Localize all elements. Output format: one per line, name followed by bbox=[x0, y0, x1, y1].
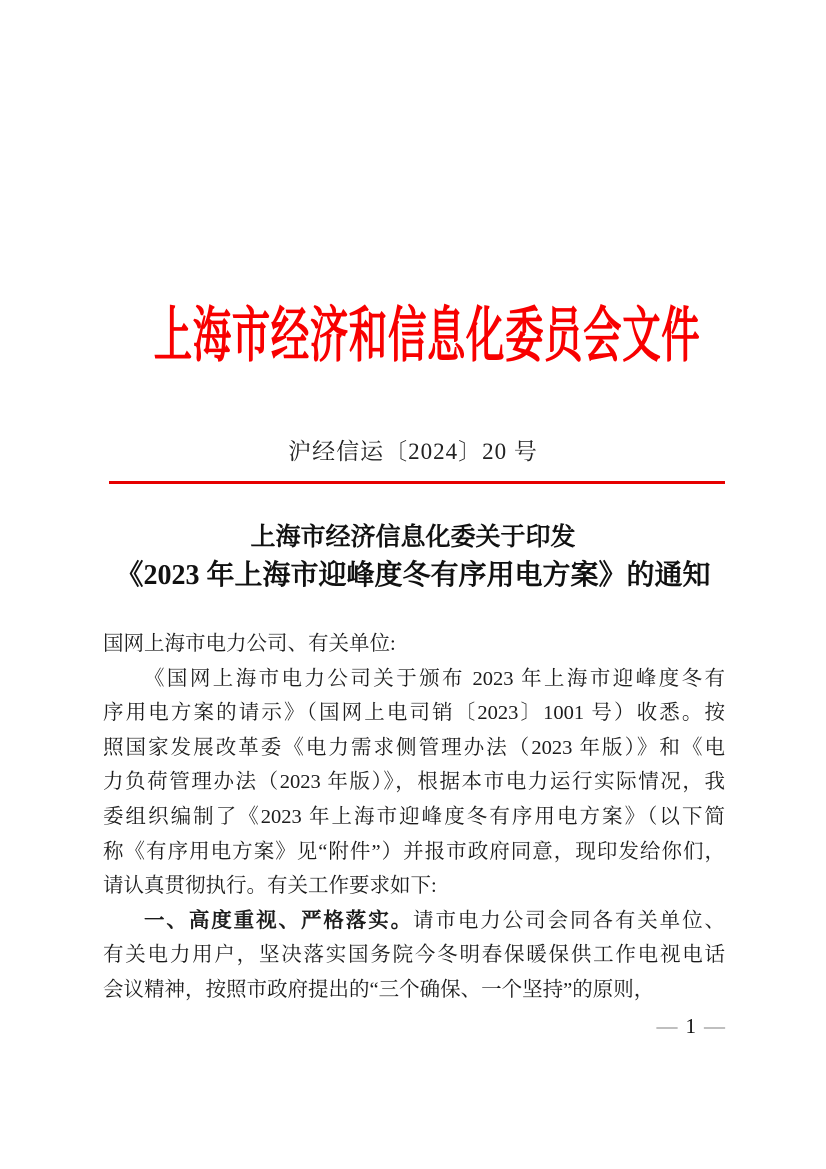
body-line bbox=[103, 869, 725, 904]
document-number: 沪经信运〔2024〕20 号 bbox=[288, 439, 538, 464]
body-text: 称《有序用电方案》见“附件”）并报市政府同意，现印发给你们， bbox=[103, 840, 725, 863]
body-line bbox=[103, 731, 725, 766]
page-number bbox=[103, 1014, 725, 1039]
agency-banner-title: 上海市经济和信息化委员会文件 bbox=[153, 303, 701, 369]
body-text: 国网上海市电力公司、有关单位: bbox=[103, 633, 396, 655]
document-header bbox=[0, 288, 826, 374]
body-text: 请市电力公司会同各有关单位、 bbox=[413, 909, 725, 932]
page-number-dash-left: — bbox=[656, 1014, 678, 1038]
body-line bbox=[103, 973, 725, 1008]
body-text: 序用电方案的请示》（国网上电司销〔2023〕1001 号）收悉。按 bbox=[103, 702, 725, 725]
body-text: 委组织编制了《2023 年上海市迎峰度冬有序用电方案》（以下简 bbox=[103, 805, 725, 828]
body-text: 请认真贯彻执行。有关工作要求如下: bbox=[103, 875, 437, 898]
document-title-line-2: 《2023 年上海市迎峰度冬有序用电方案》的通知 bbox=[115, 560, 711, 591]
body-text: 有关电力用户，坚决落实国务院今冬明春保暖保供工作电视电话 bbox=[103, 944, 725, 967]
body-line bbox=[103, 696, 725, 731]
body-line bbox=[103, 800, 725, 835]
body-line bbox=[103, 938, 725, 973]
red-separator-line bbox=[109, 481, 725, 484]
body-line bbox=[103, 765, 725, 800]
body-line bbox=[103, 835, 725, 870]
body-line bbox=[103, 904, 725, 939]
body-text: 《国网上海市电力公司关于颁布 2023 年上海市迎峰度冬有 bbox=[144, 667, 725, 690]
document-title bbox=[0, 519, 826, 595]
page-number-value: 1 bbox=[685, 1014, 696, 1038]
page-number-dash-right: — bbox=[704, 1014, 725, 1038]
body-line bbox=[103, 662, 725, 697]
body-text: 会议精神，按照市政府提出的“三个确保、一个坚持”的原则， bbox=[103, 978, 655, 1001]
body-text: 照国家发展改革委《电力需求侧管理办法（2023 年版）》和《电 bbox=[103, 736, 725, 759]
body-text: 力负荷管理办法（2023 年版）》，根据本市电力运行实际情况，我 bbox=[103, 771, 725, 794]
body-text-bold: 一、高度重视、严格落实。 bbox=[144, 908, 414, 932]
document-body bbox=[103, 627, 725, 1008]
body-line bbox=[103, 627, 725, 662]
document-title-line-1: 上海市经济信息化委关于印发 bbox=[250, 524, 576, 551]
